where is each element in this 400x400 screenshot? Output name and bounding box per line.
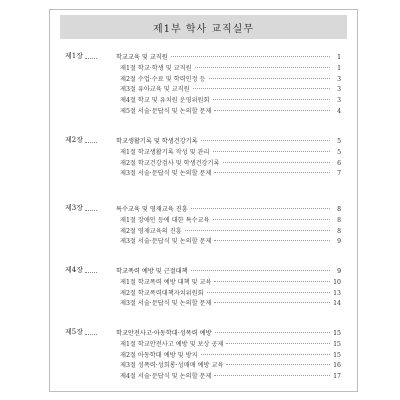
toc-page-number: 15 — [333, 330, 341, 337]
toc-chapter-entry[interactable] — [116, 267, 341, 276]
chapter-label: 제5장 — [65, 328, 83, 336]
toc-entry-label: 제3절 성폭력·성희롱·성매매 예방 교육 — [120, 362, 224, 370]
toc-page-number: 1 — [337, 64, 341, 72]
chapter-label: 제2장 — [65, 136, 83, 144]
toc-page-number: 16 — [333, 362, 341, 370]
toc-page-number: 5 — [337, 148, 341, 156]
dot-leader — [171, 56, 330, 57]
toc-section-entry[interactable] — [116, 148, 341, 157]
toc-section-entry[interactable] — [116, 237, 341, 246]
toc-entry-label: 제4절 서술·문답식 및 논의할 문제 — [120, 373, 212, 381]
toc-entry-label: 제2절 영재교육의 진흥 — [120, 227, 182, 235]
toc-section-entry[interactable] — [116, 75, 341, 84]
toc-page-number: 10 — [333, 278, 341, 286]
toc-entry-label: 제3절 유아교육 및 교직원 — [120, 86, 190, 94]
toc-page-number: 13 — [333, 289, 341, 297]
toc-entry-label: 제1절 학교생활기록 작성 및 관리 — [120, 148, 210, 156]
toc-section-entry[interactable] — [116, 361, 341, 370]
toc-page-number: 1 — [337, 54, 341, 61]
dot-leader — [214, 375, 330, 376]
toc-section-entry[interactable] — [116, 278, 341, 287]
toc-section-entry[interactable] — [116, 216, 341, 225]
toc-section-entry[interactable] — [116, 299, 341, 308]
toc-page-number: 4 — [337, 108, 341, 115]
toc-entry-label: 제1절 학교안전사고 예방 및 보상 공제 — [120, 340, 224, 348]
toc-entry-label: 제2절 학교건강검사 및 학생건강기록 — [120, 159, 220, 167]
dot-leader — [209, 78, 331, 79]
dot-leader — [226, 364, 330, 365]
toc-page-number: 15 — [333, 340, 341, 348]
chapter-label: 제3장 — [65, 204, 83, 212]
dot-leader — [214, 172, 330, 173]
dot-leader — [191, 270, 330, 271]
toc-section-entry[interactable] — [116, 107, 341, 116]
toc-entry-label: 특수교육 및 영재교육 진흥 — [116, 206, 188, 213]
dot-leader — [213, 151, 330, 152]
toc-page-number: 8 — [337, 206, 341, 213]
toc-section-entry[interactable] — [116, 340, 341, 349]
document-page — [49, 9, 358, 392]
dot-leader — [214, 110, 330, 111]
dot-leader — [223, 162, 331, 163]
toc-entry-label: 제2절 아동학대 예방 및 방지 — [120, 351, 198, 359]
toc-chapter-entry[interactable] — [116, 137, 341, 146]
dot-leader — [213, 219, 330, 220]
toc-page-number: 8 — [337, 227, 341, 235]
toc-chapter-entry[interactable] — [116, 53, 341, 62]
toc-section-entry[interactable] — [116, 169, 341, 178]
dot-leader — [214, 240, 330, 241]
toc-entry-label: 학교폭력 예방 및 근절대책 — [116, 268, 188, 275]
dot-leader — [214, 302, 330, 303]
dot-leader — [201, 140, 330, 141]
toc-entry-label: 제3절 서술·문답식 및 논의할 문제 — [120, 238, 212, 246]
dot-leader — [195, 67, 330, 68]
toc-entry-label: 제2절 학교폭력대책자치위원회 — [120, 289, 204, 297]
table-of-contents — [50, 10, 357, 391]
toc-section-entry[interactable] — [116, 289, 341, 298]
dot-leader — [201, 354, 330, 355]
dot-leader — [214, 281, 330, 282]
dot-leader — [207, 292, 330, 293]
page-title-text: 제1부 학사 교직실무 — [153, 23, 254, 35]
toc-page-number: 17 — [333, 373, 341, 381]
toc-entry-label: 제1절 학교·학생 및 교직원 — [120, 64, 192, 72]
toc-entry-label: 제1절 장애인 등에 대한 특수교육 — [120, 216, 210, 224]
toc-section-entry[interactable] — [116, 159, 341, 168]
toc-entry-label: 제4절 학교 및 유치원 운영위원회 — [120, 97, 210, 105]
chapter-label: 제4장 — [65, 266, 83, 274]
toc-entry-label: 제2절 수업·수료 및 학력인정 등 — [120, 75, 206, 83]
toc-page-number: 9 — [337, 238, 341, 246]
toc-page-number: 7 — [337, 170, 341, 178]
toc-chapter-entry[interactable] — [116, 329, 341, 338]
toc-section-entry[interactable] — [116, 85, 341, 94]
toc-chapter-entry[interactable] — [116, 205, 341, 214]
toc-page-number: 5 — [337, 138, 341, 145]
toc-entry-label: 학교안전사고·아동학대·성폭력 예방 — [116, 330, 212, 337]
toc-section-entry[interactable] — [116, 96, 341, 105]
toc-page-number: 8 — [337, 216, 341, 224]
dot-leader — [191, 208, 330, 209]
toc-page-number: 6 — [337, 159, 341, 167]
toc-section-entry[interactable] — [116, 372, 341, 381]
dot-leader — [215, 332, 330, 333]
dot-leader — [193, 88, 330, 89]
toc-entry-label: 학교교육 및 교직원 — [116, 54, 168, 61]
toc-page-number: 3 — [337, 97, 341, 105]
toc-section-entry[interactable] — [116, 64, 341, 73]
toc-entry-label: 학교생활기록 및 학생건강기록 — [116, 138, 198, 145]
toc-page-number: 14 — [333, 300, 341, 308]
toc-section-entry[interactable] — [116, 351, 341, 360]
toc-entry-label: 제5절 서술·문답식 및 논의할 문제 — [120, 108, 212, 115]
toc-section-entry[interactable] — [116, 227, 341, 236]
toc-page-number: 3 — [337, 75, 341, 83]
toc-page-number: 9 — [337, 268, 341, 275]
toc-entry-label: 제1절 학교폭력 예방 대책 및 교육 — [120, 278, 212, 286]
toc-page-number: 15 — [333, 351, 341, 359]
dot-leader — [226, 343, 330, 344]
toc-entry-label: 제3절 서술·문답식 및 논의할 문제 — [120, 300, 212, 308]
toc-entry-label: 제3절 서술·문답식 및 논의할 문제 — [120, 170, 212, 178]
toc-page-number: 3 — [337, 86, 341, 94]
dot-leader — [213, 99, 330, 100]
dot-leader — [185, 230, 330, 231]
chapter-label: 제1장 — [65, 52, 83, 60]
